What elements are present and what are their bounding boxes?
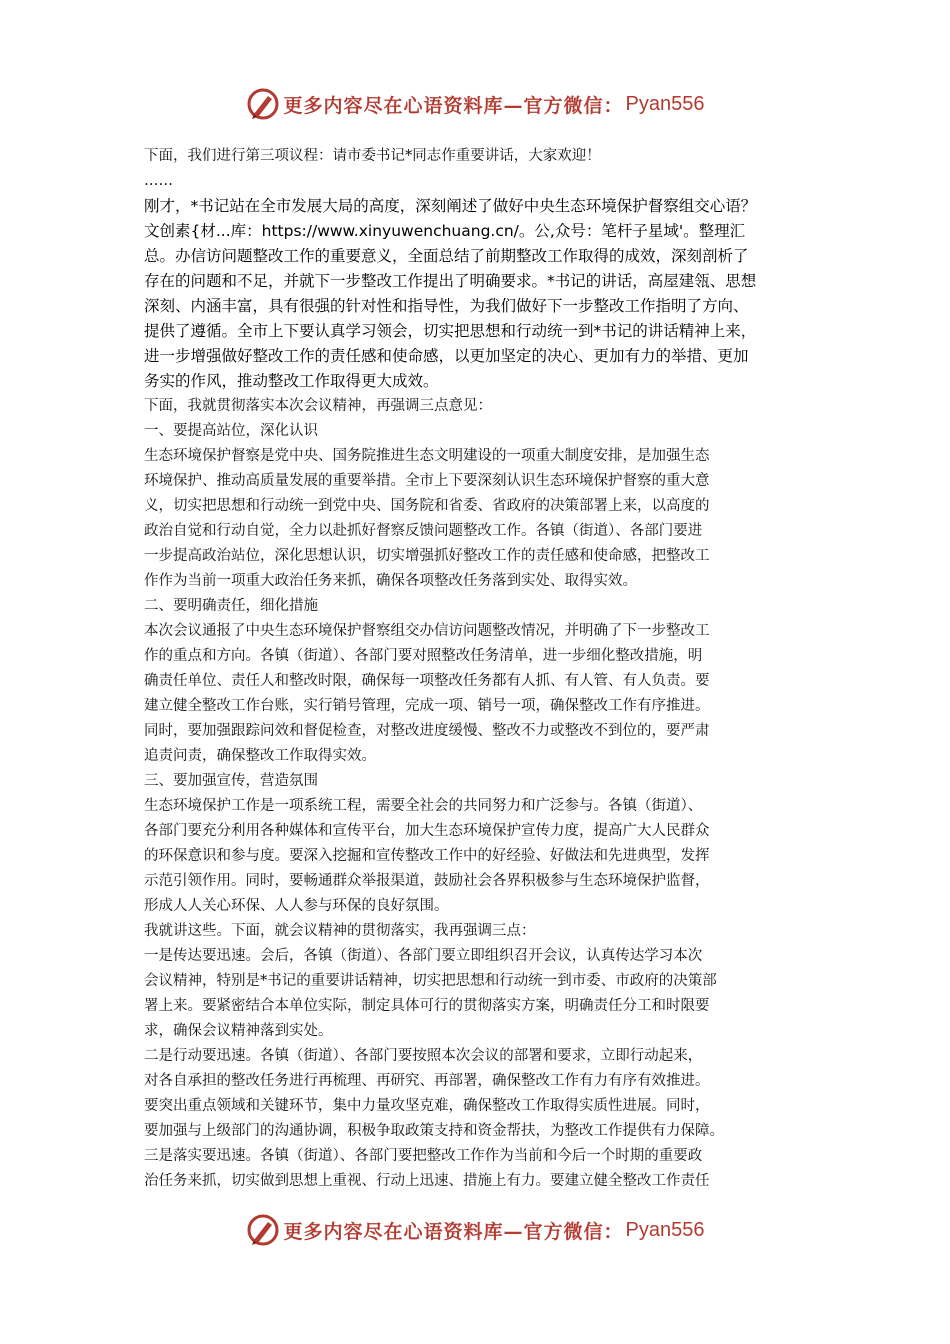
paragraph-line: ……	[144, 173, 173, 189]
paragraph-line: 建立健全整改工作台账，实行销号管理，完成一项、销号一项，确保整改工作有序推进。	[144, 698, 710, 714]
paragraph-line: 我就讲这些。下面，就会议精神的贯彻落实，我再强调三点：	[144, 923, 536, 939]
section-heading: 一、要提高站位，深化认识	[144, 423, 318, 439]
paragraph-line: 追责问责，确保整改工作取得实效。	[144, 748, 376, 764]
footer-banner	[0, 1210, 950, 1250]
paragraph-line: 一是传达要迅速。会后，各镇（街道）、各部门要立即组织召开会议，认真传达学习本次	[144, 948, 703, 964]
paragraph-line: 进一步增强做好整改工作的责任感和使命感，以更加坚定的决心、更加有力的举措、更加	[144, 347, 749, 365]
paragraph-line: 二是行动要迅速。各镇（街道）、各部门要按照本次会议的部署和要求，立即行动起来，	[144, 1048, 703, 1064]
paragraph-line: 作作为当前一项重大政治任务来抓，确保各项整改任务落到实处、取得实效。	[144, 573, 637, 589]
paragraph-line: 同时，要加强跟踪问效和督促检查，对整改进度缓慢、整改不力或整改不到位的，要严肃	[144, 723, 710, 739]
paragraph-line: 生态环境保护督察是党中央、国务院推进生态文明建设的一项重大制度安排，是加强生态	[144, 448, 710, 464]
footer-banner-text: 更多内容尽在心语资料库—官方微信：	[283, 1220, 624, 1243]
pen-logo-icon	[246, 1213, 280, 1247]
header-banner	[0, 84, 950, 124]
paragraph-line: 下面，我们进行第三项议程：请市委书记*同志作重要讲话，大家欢迎！	[144, 148, 601, 164]
paragraph-line: 三是落实要迅速。各镇（街道）、各部门要把整改工作作为当前和今后一个时期的重要政	[144, 1148, 703, 1164]
paragraph-line: 形成人人关心环保、人人参与环保的良好氛围。	[144, 898, 449, 914]
paragraph-line: 示范引领作用。同时，要畅通群众举报渠道，鼓励社会各界积极参与生态环境保护监督，	[144, 873, 710, 889]
paragraph-line: 提供了遵循。全市上下要认真学习领会，切实把思想和行动统一到*书记的讲话精神上来，	[144, 322, 757, 340]
section-heading: 二、要明确责任，细化措施	[144, 598, 318, 614]
paragraph-line: 各部门要充分利用各种媒体和宣传平台，加大生态环境保护宣传力度，提高广大人民群众	[144, 823, 710, 839]
footer-banner-id: Pyan556	[625, 1218, 705, 1241]
paragraph-line: 的环保意识和参与度。要深入挖掘和宣传整改工作中的好经验、好做法和先进典型，发挥	[144, 848, 710, 864]
pen-logo-icon	[246, 87, 280, 121]
paragraph-line: 总。办信访问题整改工作的重要意义，全面总结了前期整改工作取得的成效，深刻剖析了	[144, 247, 749, 265]
paragraph-line: 要突出重点领域和关键环节，集中力量攻坚克难，确保整改工作取得实质性进展。同时，	[144, 1098, 710, 1114]
paragraph-line: 深刻、内涵丰富，具有很强的针对性和指导性，为我们做好下一步整改工作指明了方向、	[144, 297, 749, 315]
document-body	[144, 144, 808, 1194]
paragraph-line: 对各自承担的整改任务进行再梳理、再研究、再部署，确保整改工作有力有序有效推进。	[144, 1073, 710, 1089]
paragraph-line: 确责任单位、责任人和整改时限，确保每一项整改任务都有人抓、有人管、有人负责。要	[144, 673, 710, 689]
paragraph-line: 本次会议通报了中央生态环境保护督察组交办信访问题整改情况，并明确了下一步整改工	[144, 623, 710, 639]
paragraph-line: 务实的作风，推动整改工作取得更大成效。	[144, 372, 439, 390]
paragraph-line: 求，确保会议精神落到实处。	[144, 1023, 333, 1039]
paragraph-line: 存在的问题和不足，并就下一步整改工作提出了明确要求。*书记的讲话，高屋建瓴、思想	[144, 272, 757, 290]
paragraph-line: 环境保护、推动高质量发展的重要举措。全市上下要深刻认识生态环境保护督察的重大意	[144, 473, 710, 489]
section-heading: 三、要加强宣传，营造氛围	[144, 773, 318, 789]
paragraph-line: 生态环境保护工作是一项系统工程，需要全社会的共同努力和广泛参与。各镇（街道）、	[144, 798, 703, 814]
header-banner-text: 更多内容尽在心语资料库—官方微信：	[283, 94, 624, 117]
paragraph-line: 治任务来抓，切实做到思想上重视、行动上迅速、措施上有力。要建立健全整改工作责任	[144, 1173, 710, 1189]
paragraph-line: 刚才，*书记站在全市发展大局的高度，深刻阐述了做好中央生态环境保护督察组交心语？	[144, 197, 757, 215]
header-banner-id: Pyan556	[625, 92, 705, 115]
paragraph-line: 义，切实把思想和行动统一到党中央、国务院和省委、省政府的决策部署上来，以高度的	[144, 498, 710, 514]
paragraph-line: 要加强与上级部门的沟通协调，积极争取政策支持和资金帮扶，为整改工作提供有力保障。	[144, 1123, 724, 1139]
paragraph-line: 一步提高政治站位，深化思想认识，切实增强抓好整改工作的责任感和使命感，把整改工	[144, 548, 710, 564]
paragraph-line: 署上来。要紧密结合本单位实际，制定具体可行的贯彻落实方案，明确责任分工和时限要	[144, 998, 710, 1014]
paragraph-line: 会议精神，特别是*书记的重要讲话精神，切实把思想和行动统一到市委、市政府的决策部	[144, 973, 717, 989]
paragraph-line: 文创素{材...库：https://www.xinyuwenchuang.cn/。公,众号：笔杆子星域'。整理汇	[144, 222, 746, 240]
paragraph-line: 政治自觉和行动自觉，全力以赴抓好督察反馈问题整改工作。各镇（街道）、各部门要进	[144, 523, 703, 539]
paragraph-line: 作的重点和方向。各镇（街道）、各部门要对照整改任务清单，进一步细化整改措施，明	[144, 648, 703, 664]
paragraph-line: 下面，我就贯彻落实本次会议精神，再强调三点意见：	[144, 398, 492, 414]
